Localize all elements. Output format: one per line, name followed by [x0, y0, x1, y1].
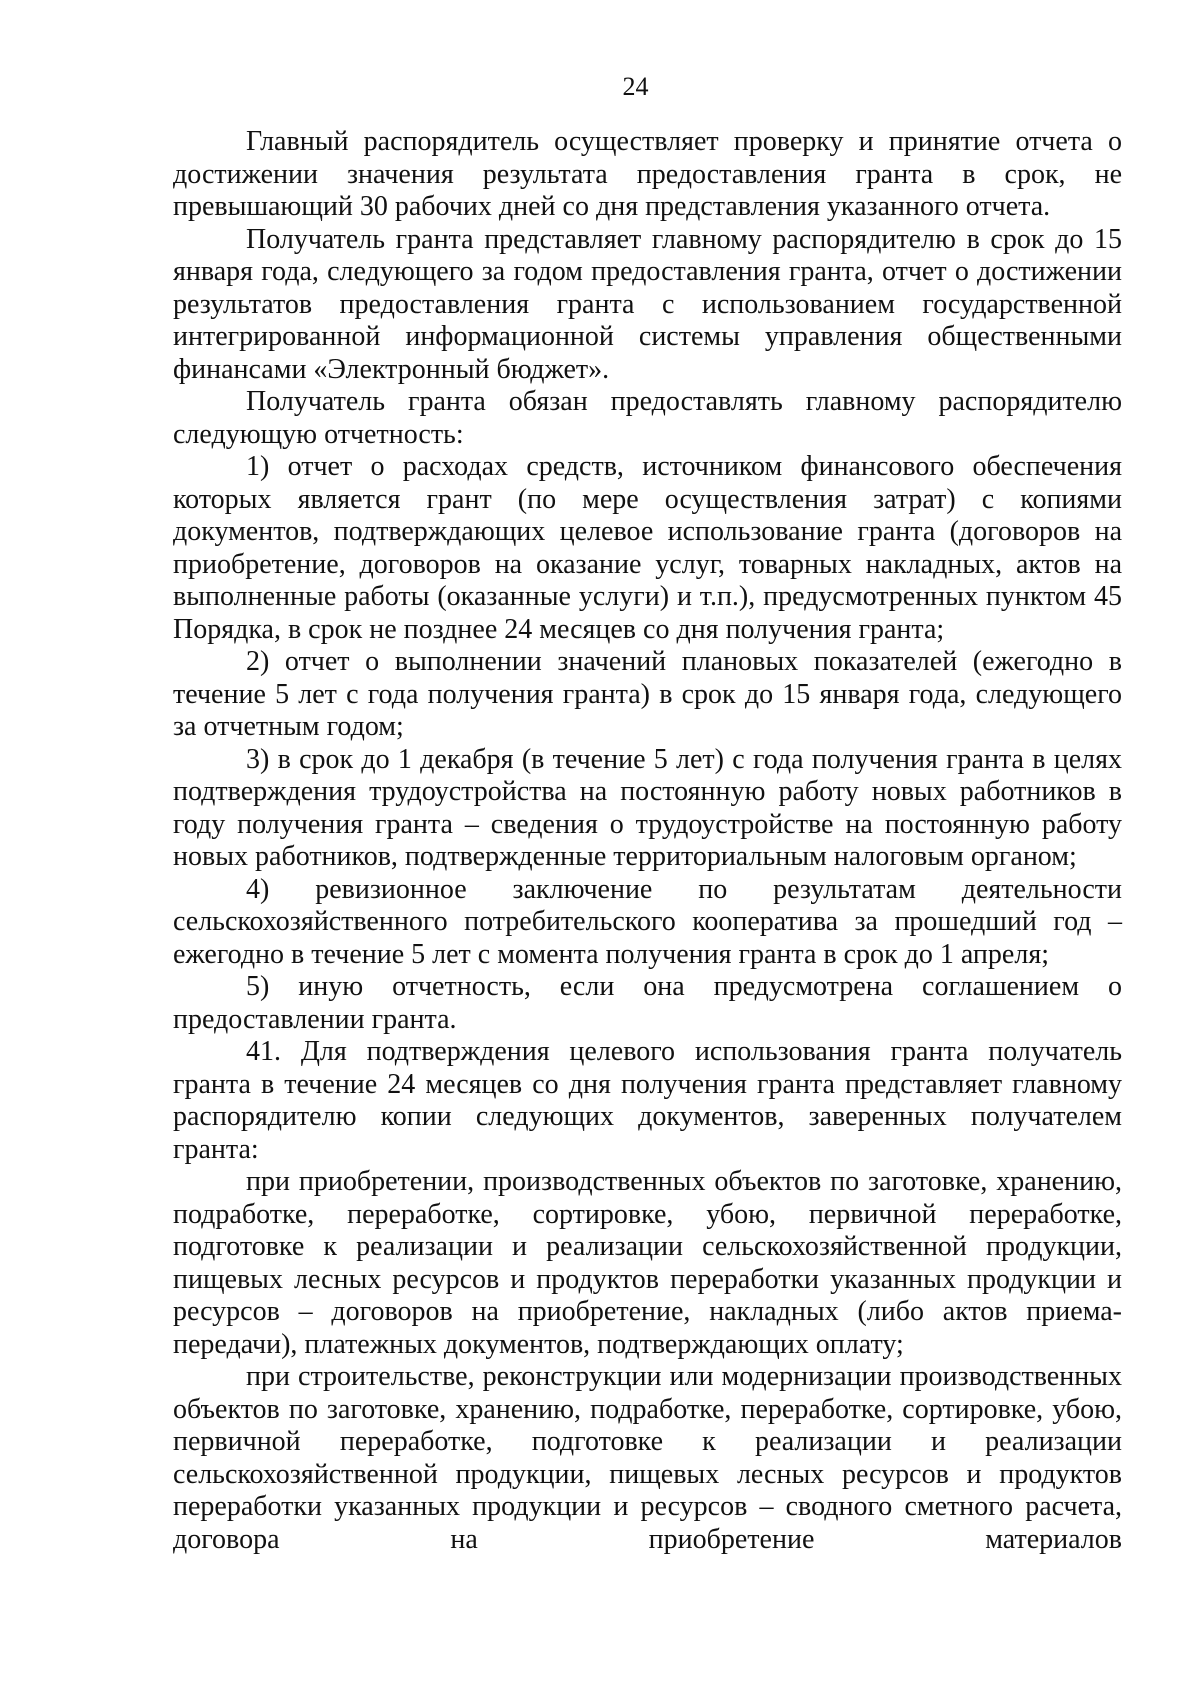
document-body	[173, 126, 1122, 1556]
list-item-employment-info: 3) в срок до 1 декабря (в течение 5 лет) с года получения гранта в целях подтверждения трудоустройства на постоянную работу новых работников в году получения гранта – сведения о трудоустройстве на постоянную работу новых работников, подтвержденные территориальным налоговым органом;	[173, 743, 1122, 872]
paragraph-construction-documents: при строительстве, реконструкции или модернизации производственных объектов по заготовке, хранению, подработке, переработке, сортировке, убою, первичной переработке, подготовке к реализации и реализации сельскохозяйственной продукции, пищевых лесных ресурсов и продуктов переработки указанных продукции и ресурсов – сводного сметного расчета, договора на приобретение материалов	[173, 1361, 1122, 1555]
list-item-indicators-report: 2) отчет о выполнении значений плановых показателей (ежегодно в течение 5 лет с года получения гранта) в срок до 15 января года, следующего за отчетным годом;	[173, 646, 1122, 742]
paragraph-acquisition-documents: при приобретении, производственных объектов по заготовке, хранению, подработке, переработке, сортировке, убою, первичной переработке, подготовке к реализации и реализации сельскохозяйственной продукции, пищевых лесных ресурсов и продуктов переработки указанных продукции и ресурсов – договоров на приобретение, накладных (либо актов приема-передачи), платежных документов, подтверждающих оплату;	[173, 1166, 1122, 1360]
page-number: 24	[622, 72, 649, 101]
paragraph-reporting-obligation: Получатель гранта обязан предоставлять главному распорядителю следующую отчетность:	[173, 386, 1122, 450]
list-item-audit-conclusion: 4) ревизионное заключение по результатам деятельности сельскохозяйственного потребительского кооператива за прошедший год – ежегодно в течение 5 лет с момента получения гранта в срок до 1 апреля;	[173, 873, 1122, 970]
list-item-expense-report: 1) отчет о расходах средств, источником финансового обеспечения которых является грант (по мере осуществления затрат) с копиями документов, подтверждающих целевое использование гранта (договоров на приобретение, договоров на оказание услуг, товарных накладных, актов на выполненные работы (оказанные услуги) и т.п.), предусмотренных пунктом 45 Порядка, в срок не позднее 24 месяцев со дня получения гранта;	[173, 451, 1122, 645]
paragraph-section-41: 41. Для подтверждения целевого использования гранта получатель гранта в течение 24 месяцев со дня получения гранта представляет главному распорядителю копии следующих документов, заверенных получателем гранта:	[173, 1036, 1122, 1165]
list-item-other-reporting: 5) иную отчетность, если она предусмотрена соглашением о предоставлении гранта.	[173, 971, 1122, 1035]
paragraph-report-acceptance: Главный распорядитель осуществляет проверку и принятие отчета о достижении значения результата предоставления гранта в срок, не превышающий 30 рабочих дней со дня представления указанного отчета.	[173, 126, 1122, 222]
paragraph-report-deadline: Получатель гранта представляет главному распорядителю в срок до 15 января года, следующего за годом предоставления гранта, отчет о достижении результатов предоставления гранта с использованием государственной интегрированной информационной системы управления общественными финансами «Электронный бюджет».	[173, 223, 1122, 385]
